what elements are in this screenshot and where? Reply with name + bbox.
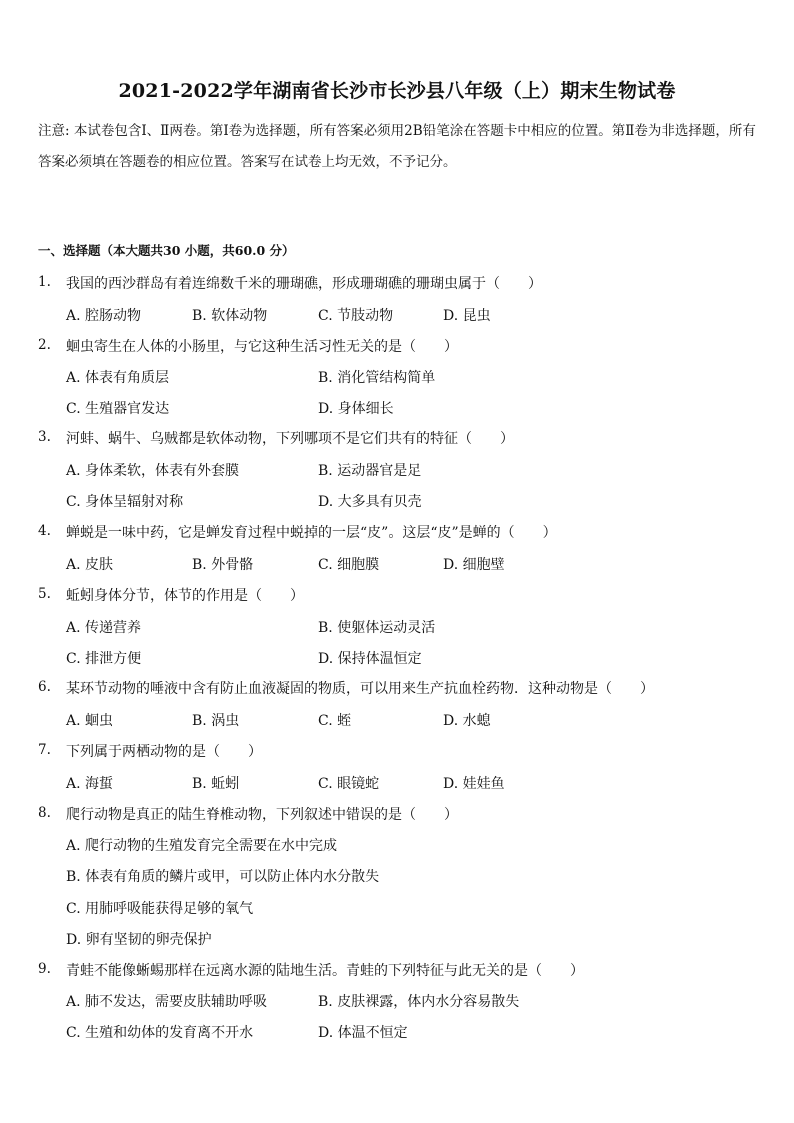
question-text: 爬行动物是真正的陆生脊椎动物，下列叙述中错误的是（ ） <box>66 807 458 823</box>
page-title: 2021-2022学年湖南省长沙市长沙县八年级（上）期末生物试卷 <box>118 80 676 102</box>
option-b: B. 体表有角质的鳞片或甲，可以防止体内水分散失 <box>66 869 380 885</box>
option-b: B. 软体动物 <box>192 308 268 324</box>
option-c: C. 身体呈辐射对称 <box>66 494 184 510</box>
exam-notice: 注意: 本试卷包含Ⅰ、Ⅱ两卷。第Ⅰ卷为选择题，所有答案必须用2B铅笔涂在答题卡中相应的位置。第Ⅱ卷为非选择题，所有答案必须填在答题卷的相应位置。答案写在试卷上均无效，不予记分。 <box>38 123 756 170</box>
question-number: 3. <box>38 429 51 445</box>
question-text: 蚯蚓身体分节，体节的作用是（ ） <box>66 588 304 604</box>
question-text: 河蚌、蜗牛、乌贼都是软体动物，下列哪项不是它们共有的特征（ ） <box>66 431 514 447</box>
option-c: C. 用肺呼吸能获得足够的氧气 <box>66 901 254 917</box>
option-a: A. 蛔虫 <box>66 713 114 729</box>
option-a: A. 肺不发达，需要皮肤辅助呼吸 <box>66 994 268 1010</box>
question-number: 9. <box>38 961 51 977</box>
option-b: B. 外骨骼 <box>192 557 254 573</box>
question-number: 7. <box>38 742 51 758</box>
option-c: C. 蛭 <box>318 713 352 729</box>
question-text: 下列属于两栖动物的是（ ） <box>66 744 262 760</box>
question-text: 某环节动物的唾液中含有防止血液凝固的物质，可以用来生产抗血栓药物．这种动物是（ ） <box>66 681 654 697</box>
option-d: D. 体温不恒定 <box>318 1025 408 1041</box>
option-a: A. 皮肤 <box>66 557 114 573</box>
option-a: A. 身体柔软，体表有外套膜 <box>66 463 240 479</box>
option-a: A. 海蜇 <box>66 776 114 792</box>
option-b: B. 运动器官是足 <box>318 463 422 479</box>
question-text: 我国的西沙群岛有着连绵数千米的珊瑚礁，形成珊瑚礁的珊瑚虫属于（ ） <box>66 276 542 292</box>
option-d: D. 身体细长 <box>318 401 394 417</box>
option-b: B. 蚯蚓 <box>192 776 240 792</box>
question-text: 青蛙不能像蜥蜴那样在远离水源的陆地生活。青蛙的下列特征与此无关的是（ ） <box>66 963 584 979</box>
question-number: 8. <box>38 805 51 821</box>
option-b: B. 涡虫 <box>192 713 240 729</box>
option-d: D. 保持体温恒定 <box>318 651 422 667</box>
question-number: 2. <box>38 337 51 353</box>
option-a: A. 体表有角质层 <box>66 370 170 386</box>
option-d: D. 娃娃鱼 <box>443 776 505 792</box>
option-c: C. 排泄方便 <box>66 651 142 667</box>
option-a: A. 腔肠动物 <box>66 308 142 324</box>
option-a: A. 传递营养 <box>66 620 142 636</box>
option-c: C. 生殖和幼体的发育离不开水 <box>66 1025 254 1041</box>
question-number: 1. <box>38 274 51 290</box>
question-number: 6. <box>38 679 51 695</box>
option-b: B. 使躯体运动灵活 <box>318 620 436 636</box>
option-b: B. 消化管结构简单 <box>318 370 436 386</box>
option-d: D. 大多具有贝壳 <box>318 494 422 510</box>
section-heading: 一、选择题（本大题共30 小题，共60.0 分） <box>38 243 295 258</box>
option-b: B. 皮肤裸露，体内水分容易散失 <box>318 994 520 1010</box>
option-d: D. 水螅 <box>443 713 491 729</box>
question-number: 5. <box>38 586 51 602</box>
option-c: C. 生殖器官发达 <box>66 401 170 417</box>
option-a: A. 爬行动物的生殖发育完全需要在水中完成 <box>66 838 338 854</box>
option-d: D. 卵有坚韧的卵壳保护 <box>66 932 212 948</box>
question-number: 4. <box>38 523 51 539</box>
option-c: C. 细胞膜 <box>318 557 380 573</box>
question-text: 蝉蜕是一味中药，它是蝉发育过程中蜕掉的一层“皮”。这层“皮”是蝉的（ ） <box>66 525 557 541</box>
option-d: D. 昆虫 <box>443 308 491 324</box>
option-c: C. 眼镜蛇 <box>318 776 380 792</box>
option-d: D. 细胞壁 <box>443 557 505 573</box>
option-c: C. 节肢动物 <box>318 308 394 324</box>
question-text: 蛔虫寄生在人体的小肠里，与它这种生活习性无关的是（ ） <box>66 339 458 355</box>
